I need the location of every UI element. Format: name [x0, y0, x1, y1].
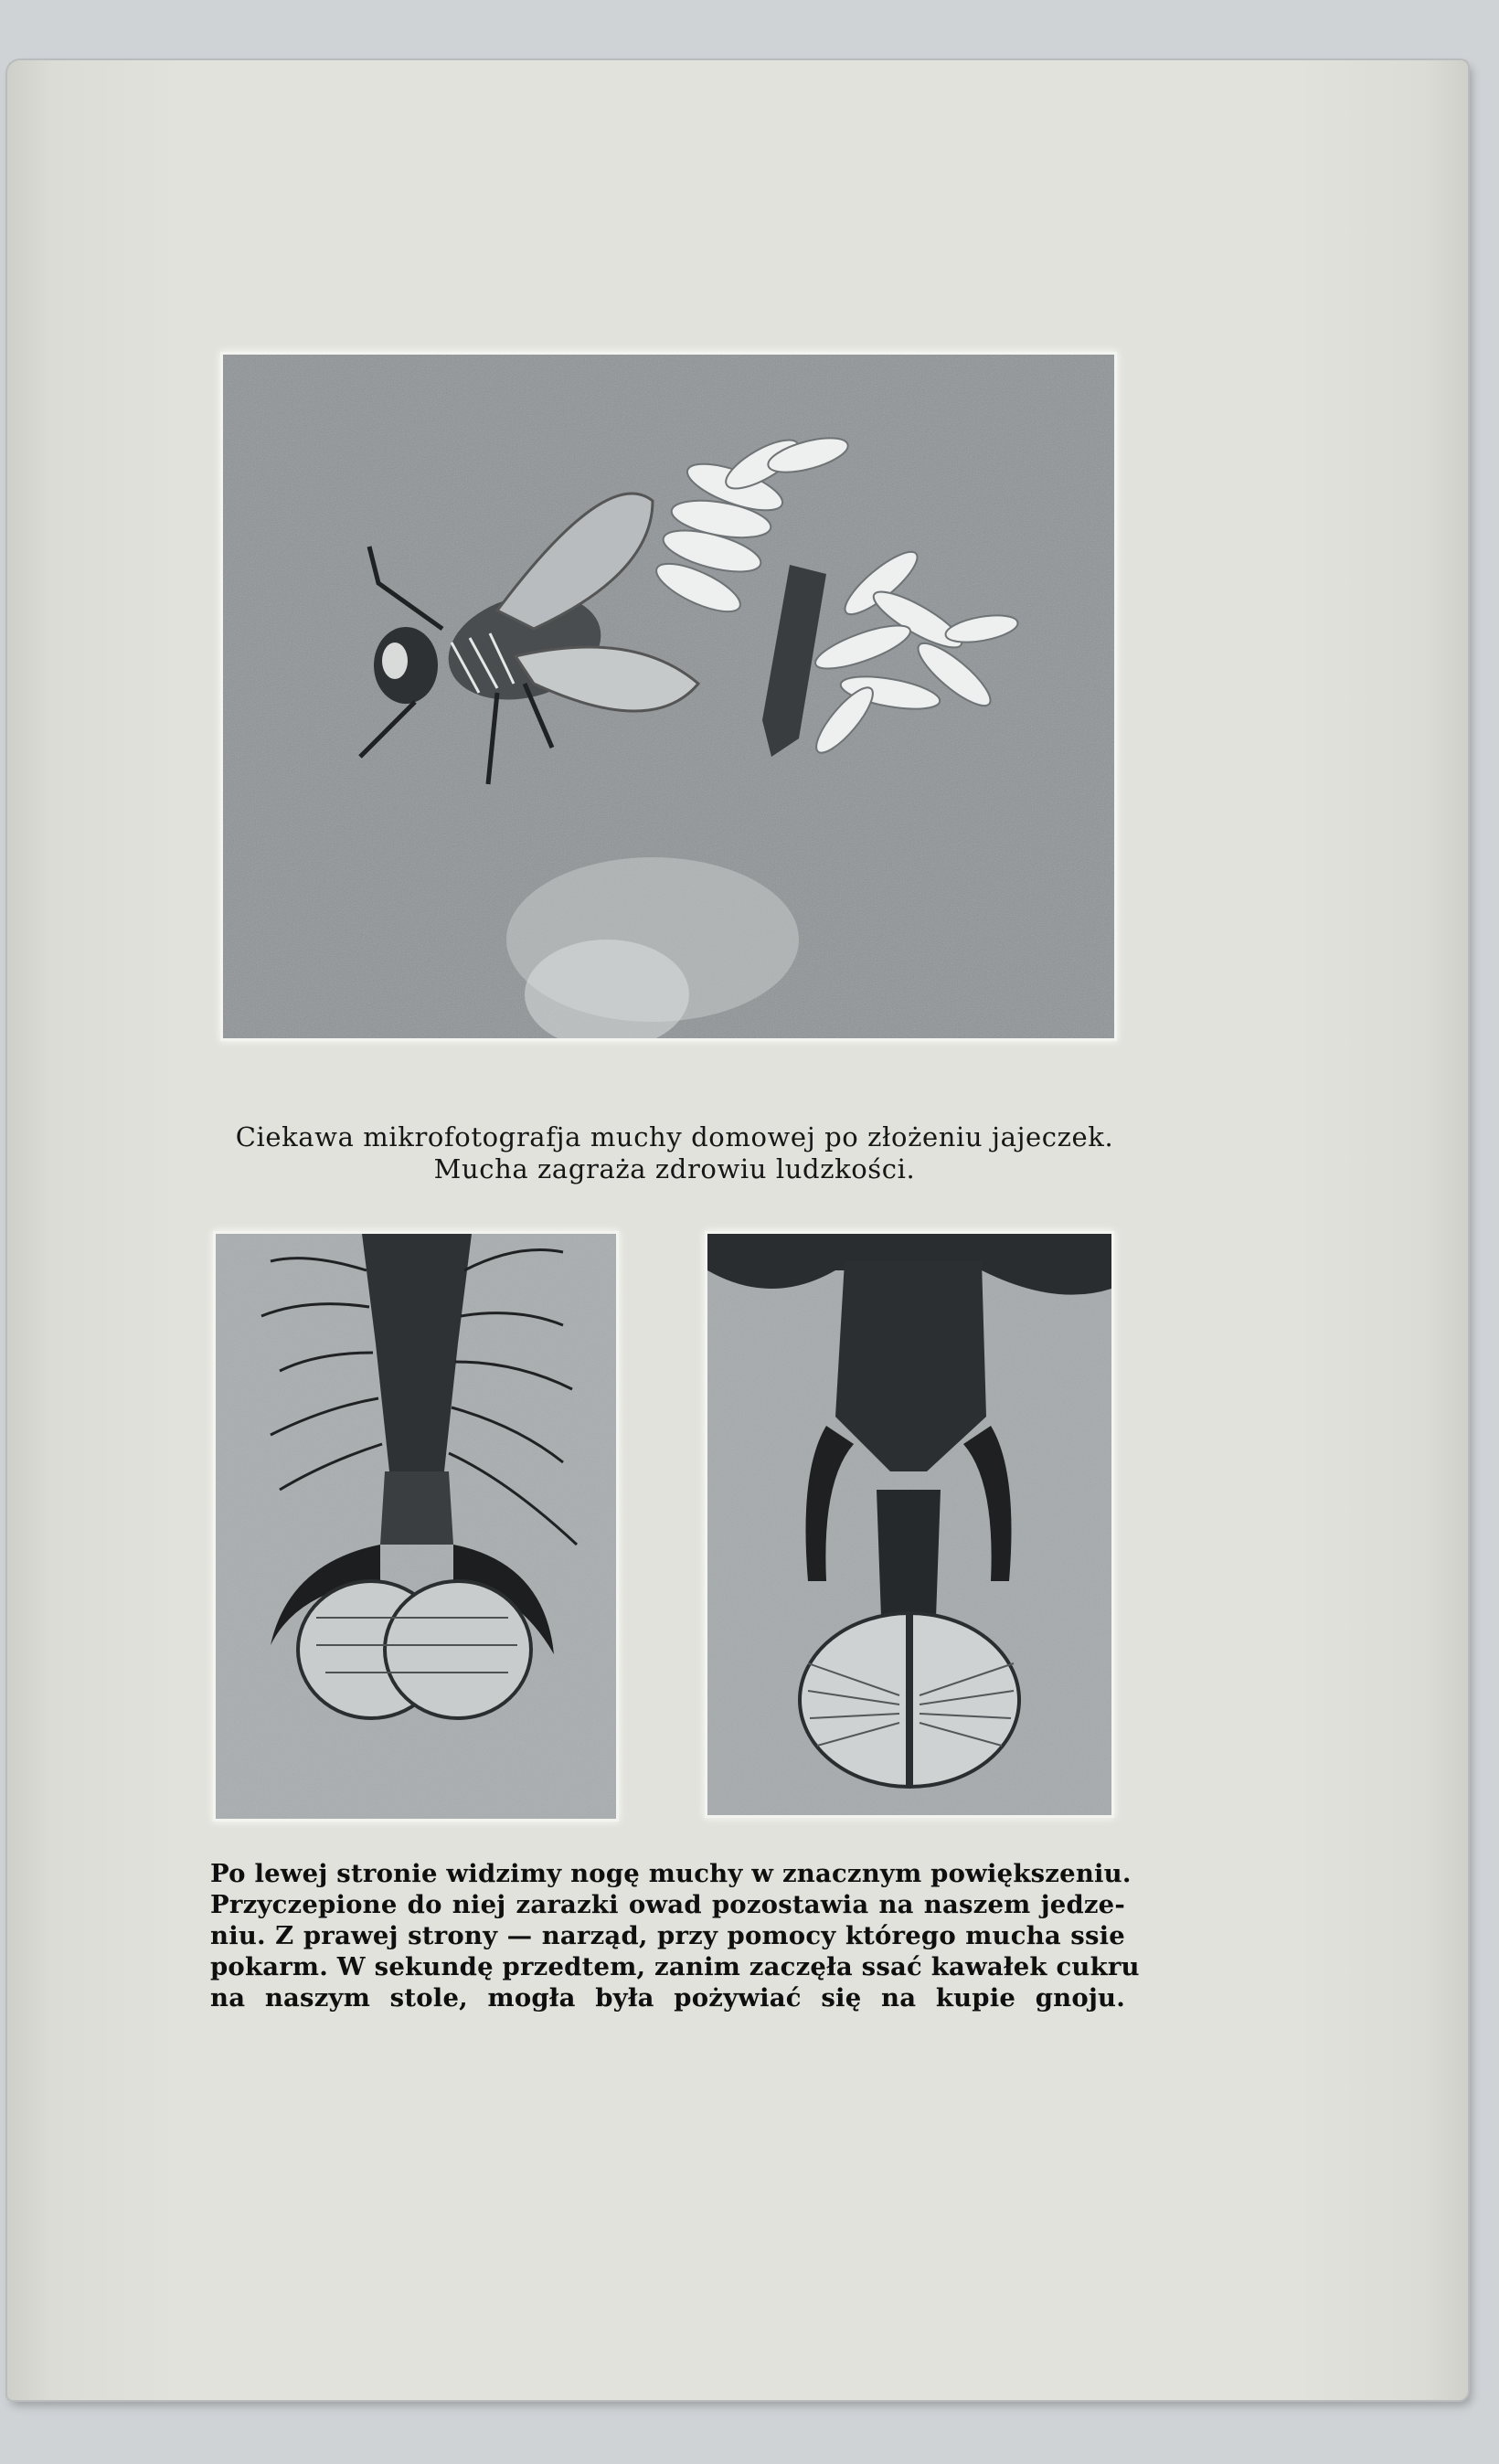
leg-proboscis-caption — [210, 1858, 1140, 2013]
caption-line-3: niu. Z prawej strony — narząd, przy pomocy którego mucha ssie — [210, 1921, 1125, 1950]
caption-line-2: Przyczepione do niej zarazki owad pozostawia na naszem jedze- — [210, 1890, 1125, 1919]
book-page — [7, 60, 1468, 2400]
fly-eggs-caption-line-1: Ciekawa mikrofotografja muchy domowej po złożeniu jajeczek. — [235, 1121, 1114, 1152]
fly-eggs-illustration — [223, 355, 1114, 1038]
caption-line-5: na naszym stole, mogła była pożywiać się na kupie gnoju. — [210, 1983, 1125, 2013]
fly-leg-illustration — [216, 1234, 616, 1819]
caption-line-1: Po lewej stronie widzimy nogę muchy w znacznym powiększeniu. — [210, 1859, 1132, 1888]
fly-eggs-photo — [223, 355, 1114, 1038]
fly-eggs-caption — [218, 1121, 1132, 1185]
fly-proboscis-photo — [707, 1234, 1111, 1815]
fly-leg-photo — [216, 1234, 616, 1819]
fly-eggs-caption-line-2: Mucha zagraża zdrowiu ludzkości. — [433, 1153, 916, 1184]
fly-proboscis-illustration — [707, 1234, 1111, 1815]
caption-line-4: pokarm. W sekundę przedtem, zanim zaczęła ssać kawałek cukru — [210, 1952, 1140, 1981]
